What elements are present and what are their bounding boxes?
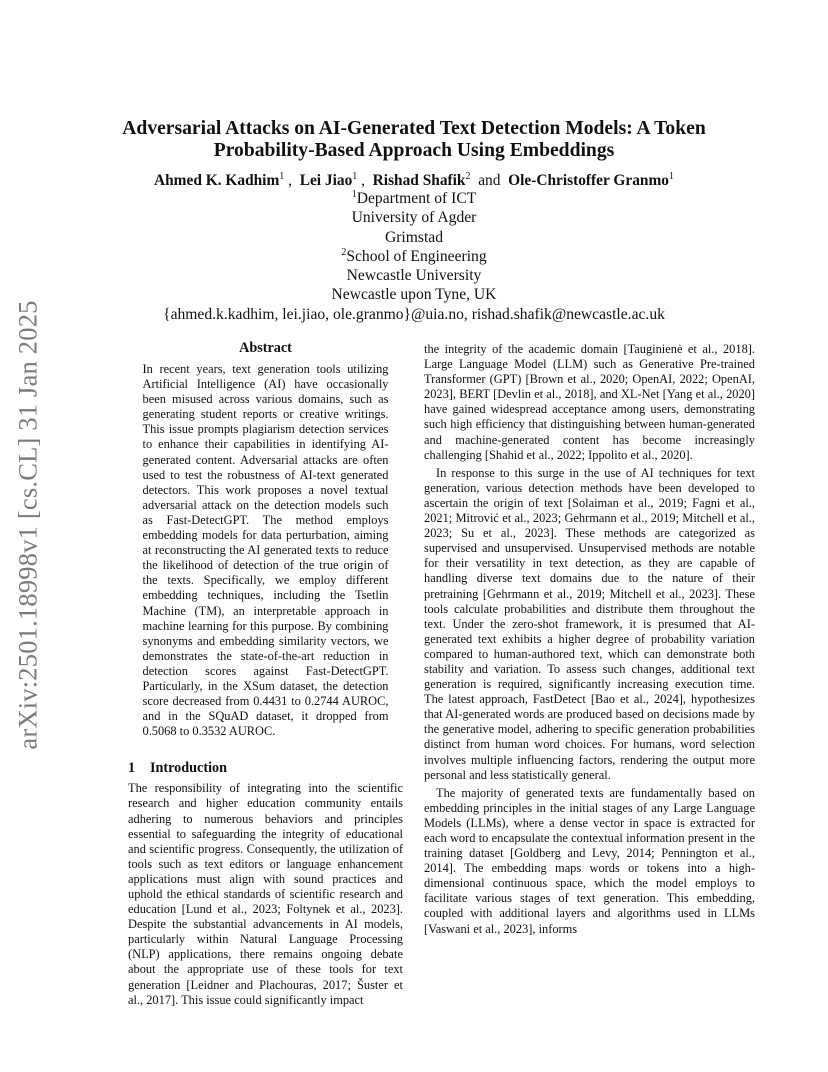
affiliations: [100, 189, 728, 324]
title-line-2: Probability-Based Approach Using Embeddings: [213, 140, 615, 161]
arxiv-identifier: [6, 290, 50, 760]
section-title: Introduction: [150, 760, 227, 777]
author-affiliation-mark: 1: [279, 171, 285, 182]
left-column: [128, 338, 403, 1008]
author-affiliation-mark: 2: [465, 171, 471, 182]
section-heading: [128, 759, 403, 777]
and-word: and: [478, 172, 501, 189]
affiliation-line: Newcastle University: [346, 267, 482, 285]
author-affiliation-mark: 1: [669, 171, 674, 182]
affiliation-mark: 1: [351, 189, 357, 200]
author-name: Ole-Christoffer Granmo: [508, 172, 669, 189]
abstract-heading: Abstract: [239, 340, 292, 356]
intro-paragraph-4: The majority of generated texts are fundamentally based on embedding principles in the initial stages of any Large Language Models (LLMs), where a dense vector in space is extracted for each word to encapsulate the contextual information present in the training dataset [Goldberg and Levy, 2014; Pennington et al., 2014]. The embedding maps words or tokens into a high-dimensional continuous space, which the model employs to facilitate various stages of text generation. This embedding, coupled with additional layers and algorithms used in LLMs [Vaswani et al., 2023], informs: [424, 785, 755, 936]
section-number: 1: [128, 760, 136, 777]
affiliation-line: $^2$School of Engineering: [341, 246, 487, 265]
intro-paragraph-2: the integrity of the academic domain [Tauginienė et al., 2018]. Large Language Model (LLM) such as Generative Pre-trained Transformer (GPT) [Brown et al., 2020; OpenAI, 2022; OpenAI, 2023], BERT [Devlin et al., 2018], and XL-Net [Yang et al., 2020] have gained widespread acceptance among users, demonstrating such high efficiency that distinguishing between human-generated and machine-generated content has become increasingly challenging [Shahid et al., 2022; Ippolito et al., 2020].: [424, 342, 755, 462]
title-line-1: Adversarial Attacks on AI-Generated Text Detection Models: A Token: [122, 118, 706, 139]
affiliation-line: University of Agder: [351, 209, 477, 227]
author-name: Lei Jiao: [299, 172, 353, 189]
intro-paragraph-3: In response to this surge in the use of AI techniques for text generation, various detection methods have been developed to ascertain the origin of text [Solaiman et al., 2019; Fagni et al., 2021; Mitrović et al., 2023; Gehrmann et al., 2019; Mitchell et al., 2023; Su et al., 2023]. These methods are categorized as supervised and unsupervised. Unsupervised methods are notable for their versatility in text detection, as they are capable of handling diverse text domains due to the nature of their pretraining [Gehrmann et al., 2019; Mitchell et al., 2023]. These tools calculate probabilities and distribute them throughout the text. Under the zero-shot framework, it is presumed that AI-generated text exhibits a higher degree of probability variation compared to human-authored text, which can demonstrate both stability and variation. To assess such changes, additional text generation is required, significantly increasing execution time. The latest approach, FastDetect [Bao et al., 2024], hypothesizes that AI-generated words are produced based on decisions made by the generative model, adhering to specific generation probabilities distinct from human word choices. For humans, word selection involves multiple influencing factors, rendering the output more personal and less statistically general.: [424, 465, 755, 782]
author-name: Ahmed K. Kadhim: [154, 172, 280, 189]
author-affiliation-mark: 1: [352, 171, 358, 182]
abstract-text: In recent years, text generation tools utilizing Artificial Intelligence (AI) have occasionally been misused across various domains, such as generating student reports or creative writings. This issue prompts plagiarism detection services to enhance their capabilities in identifying AI-generated content. Adversarial attacks are often used to test the robustness of AI-text generated detectors. This work proposes a novel textual adversarial attack on the detection models such as Fast-DetectGPT. The method employs embedding models for data perturbation, aiming at reconstructing the AI generated texts to reduce the likelihood of detection of the true origin of the texts. Specifically, we employ different embedding techniques, including the Tsetlin Machine (TM), an interpretable approach in machine learning for this purpose. By combining synonyms and embedding similarity vectors, we demonstrates the state-of-the-art reduction in detection scores against Fast-DetectGPT. Particularly, in the XSum dataset, the detection score decreased from 0.4431 to 0.2744 AUROC, and in the SQuAD dataset, it dropped from 0.5068 to 0.3532 AUROC.: [142, 362, 389, 739]
right-column: [424, 342, 755, 937]
author-list: Ahmed K. Kadhim$^1$ , Lei Jiao$^1$ , Rishad Shafik$^2$ and Ole-Christoffer Granmo$^1$: [154, 171, 674, 189]
affiliation-line: Newcastle upon Tyne, UK: [331, 286, 497, 304]
author-emails: {ahmed.k.kadhim, lei.jiao, ole.granmo}@uia.no, rishad.shafik@newcastle.ac.uk: [163, 305, 665, 323]
author-name: Rishad Shafik: [372, 172, 466, 189]
arxiv-identifier-text: arXiv:2501.18998v1 [cs.CL] 31 Jan 2025: [12, 300, 43, 750]
affiliation-line: $^1$Department of ICT: [351, 189, 477, 207]
paper-title: [110, 118, 718, 162]
affiliation-mark: 2: [341, 246, 347, 258]
affiliation-line: Grimstad: [384, 228, 444, 246]
intro-paragraph-1: The responsibility of integrating into the scientific research and higher education community entails adhering to numerous behaviors and principles essential to safeguarding the integrity of educational and scientific progress. Consequently, the utilization of tools such as text editors or language enhancement applications must align with sound practices and uphold the ethical standards of scientific research and education [Lund et al., 2023; Foltynek et al., 2023]. Despite the substantial advancements in AI models, particularly within Natural Language Processing (NLP) applications, there remains ongoing debate about the appropriate use of these tools for text generation [Leidner and Plachouras, 2017; Šuster et al., 2017]. This issue could significantly impact: [128, 781, 403, 1007]
